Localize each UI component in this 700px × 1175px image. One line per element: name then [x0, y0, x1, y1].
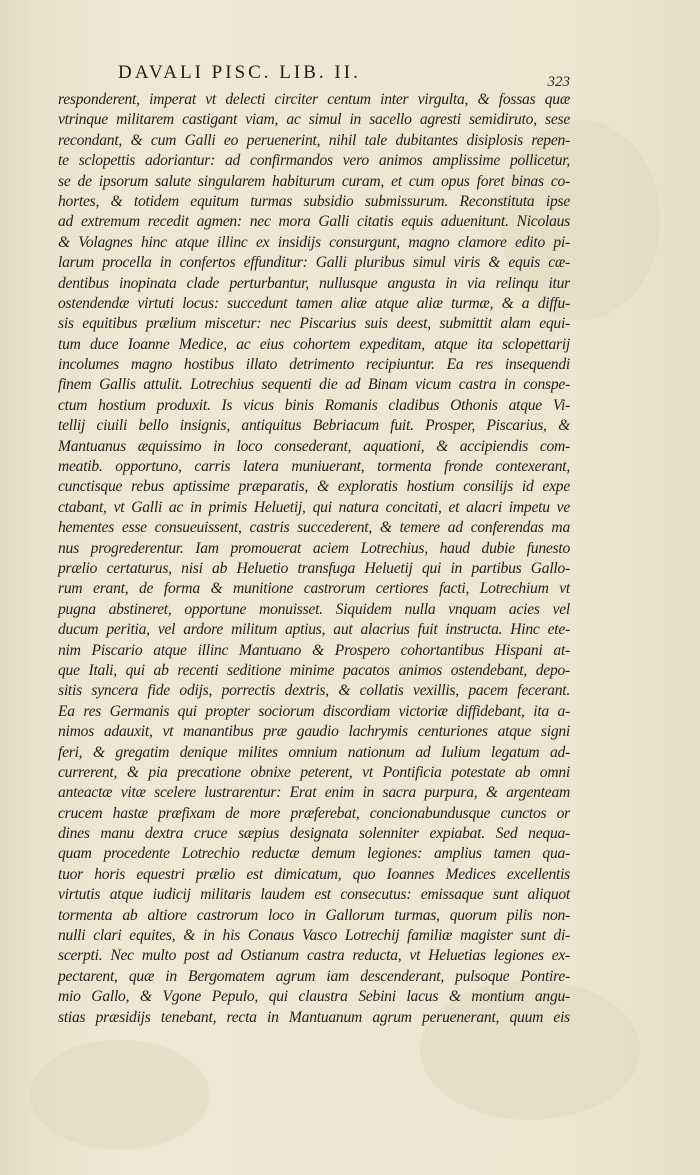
text-line: sis equitibus prælium miscetur: nec Piscarius suis deest, submittit alam equi-: [58, 315, 570, 333]
text-line: hementes esse consueuissent, castris succederent, & temere ad conferendas ma: [58, 519, 570, 537]
text-line: virtutis atque iudicij militaris laudem est consecutus: emissaque sunt aliquot: [58, 886, 570, 904]
text-line: mio Gallo, & Vgone Pepulo, qui claustra Sebini lacus & montium angu-: [58, 988, 570, 1006]
text-line: tum duce Ioanne Medice, ac eius cohortem expeditam, atque ita sclopettarij: [58, 335, 570, 353]
text-line: Mantuanus æquissimo in loco consederant, aquationi, & accipiendis com-: [58, 437, 570, 455]
running-head: [118, 62, 588, 88]
text-line: te sclopettis adoriantur: ad confirmandos vero animos amplissime pollicetur,: [58, 152, 570, 170]
text-line: hortes, & totidem equitum turmas subsidio submissurum. Reconstituta ipse: [58, 192, 570, 210]
text-line: tellij ciuili bello insignis, antiquitus Bebriacum fuit. Prosper, Piscarius, &: [58, 417, 570, 435]
text-line: pugna abstineret, opportune monuisset. Siquidem nulla vnquam acies vel: [58, 600, 570, 618]
text-line: currerent, & pia precatione obnixe peterent, vt Pontificia potestate ab omni: [58, 763, 570, 781]
text-line: ducum peritia, vel ardore militum aptius, aut alacrius fuit instructa. Hinc ete-: [58, 621, 570, 639]
body-text: [58, 90, 570, 1026]
text-line: rum erant, de forma & munitione castrorum certiores facti, Lotrechium vt: [58, 580, 570, 598]
text-line: larum procella in confertos effunditur: Galli pluribus simul viris & equis cæ-: [58, 254, 570, 272]
text-line: responderent, imperat vt delecti circiter centum inter virgulta, & fossas quæ: [58, 91, 570, 108]
running-title: DAVALI PISC. LIB. II.: [118, 62, 361, 83]
text-line: nim Piscario atque illinc Mantuano & Prospero cohortantibus Hispani at-: [58, 641, 570, 659]
text-line: pectarent, quæ in Bergomatem agrum iam descenderant, pulsoque Pontire-: [58, 967, 570, 985]
text-line: stias præsidijs tenebant, recta in Mantuanum agrum peruenerant, quum eis: [58, 1008, 570, 1026]
page-number: 323: [547, 74, 570, 90]
text-line: quam procedente Lotrechio reductæ demum legiones: amplius tamen qua-: [58, 845, 570, 863]
text-line: feri, & gregatim denique milites omnium nationum ad Iulium legatum ad-: [58, 743, 570, 761]
text-line: anteactæ vitæ scelere lustrarentur: Erat enim in sacra purpura, & argenteam: [58, 784, 570, 802]
text-line: crucem hastæ præfixam de more præferebat, concionabundusque cunctos or: [58, 804, 570, 822]
text-line: vtrinque militarem castigant viam, ac simul in sacello agresti semidiruto, sese: [58, 111, 570, 129]
text-line: incolumes magno hostibus illato detrimento recipiuntur. Ea res insequendi: [58, 356, 570, 374]
text-line: scerpti. Nec multo post ad Ostianum castra reducta, vt Heluetias legiones ex-: [58, 947, 570, 965]
text-line: nulli clari equites, & in his Conaus Vasco Lotrechij familiæ magister sunt di-: [58, 927, 570, 945]
text-line: cunctisque rebus aptissime præparatis, & exploratis hostium consilijs id expe: [58, 478, 570, 496]
text-line: & Volagnes hinc atque illinc ex insidijs consurgunt, magno clamore edito pi-: [58, 233, 570, 251]
text-line: Ea res Germanis qui propter sociorum discordiam victoriæ diffidebant, ita a-: [58, 702, 570, 720]
text-line: ctabant, vt Galli ac in primis Heluetij, qui natura concitati, et alacri impetu ve: [58, 498, 570, 516]
text-line: recondant, & cum Galli eo peruenerint, nihil tale dubitantes disiplosis repen-: [58, 131, 570, 149]
text-line: ostendendæ virtuti locus: succedunt tamen aliæ atque aliæ turmæ, & a diffu-: [58, 294, 570, 312]
text-line: que Itali, qui ab recenti seditione minime pacatos animos ostendebant, depo-: [58, 661, 570, 679]
text-line: tuor horis equestri prælio est dimicatum, quo Ioannes Medices excellentis: [58, 865, 570, 883]
text-line: dentibus inopinata clade perturbantur, nullusque angusta in via relinqu itur: [58, 274, 570, 292]
text-line: sitis syncera fide odijs, porrectis dextris, & collatis vexillis, pacem fecerant.: [58, 682, 570, 700]
text-line: ad extremum recedit agmen: nec mora Galli citatis equis aduenitunt. Nicolaus: [58, 213, 570, 231]
text-line: nus progrederentur. Iam promouerat aciem Lotrechius, haud dubie funesto: [58, 539, 570, 557]
text-line: se de ipsorum salute singularem habiturum curam, et cum opus foret binas co-: [58, 172, 570, 190]
text-line: tormenta ab altiore castrorum loco in Gallorum turmas, quorum pilis non-: [58, 906, 570, 924]
text-line: finem Gallis attulit. Lotrechius sequenti die ad Binam vicum castra in conspe-: [58, 376, 570, 394]
text-line: dines manu dextra cruce sæpius designata solenniter expiabat. Sed nequa-: [58, 825, 570, 843]
text-line: nimos adauxit, vt manantibus præ gaudio lachrymis centuriones atque signi: [58, 723, 570, 741]
paper-stain: [30, 1040, 210, 1150]
text-line: ctum hostium produxit. Is vicus binis Romanis cladibus Othonis atque Vi-: [58, 396, 570, 414]
text-line: meatib. opportuno, carris latera muniuerant, tormenta fronde contexerant,: [58, 458, 570, 476]
text-line: prælio certaturus, nisi ab Heluetio transfuga Heluetij qui in partibus Gallo-: [58, 559, 570, 577]
